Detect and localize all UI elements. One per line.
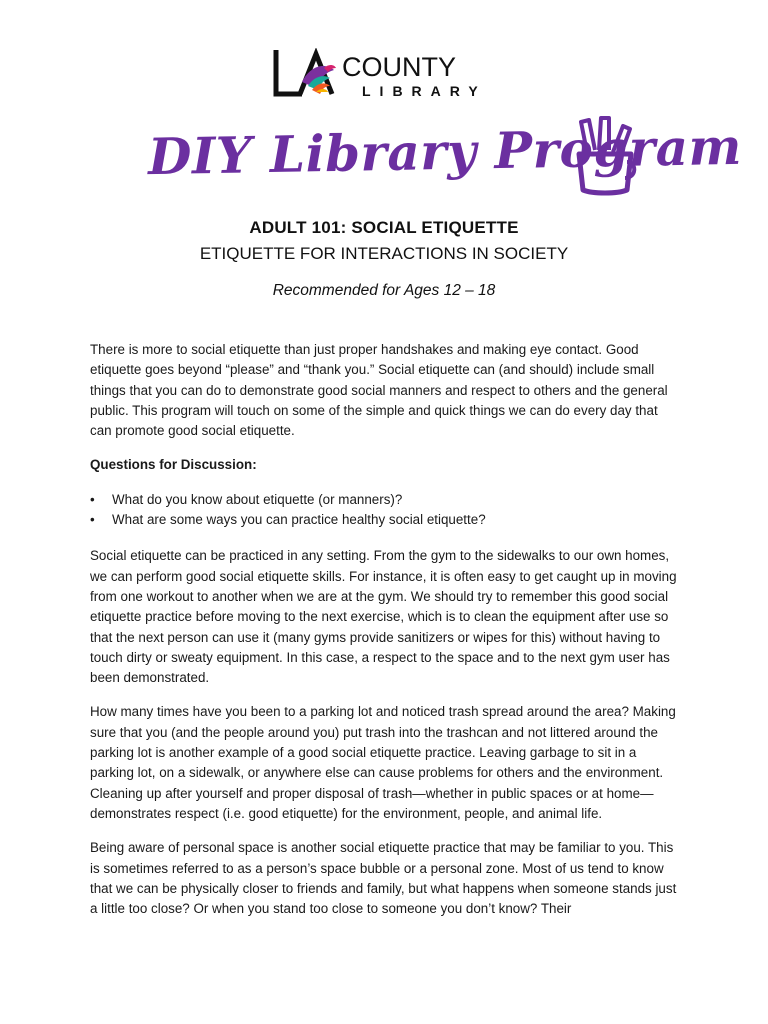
bullet-icon: • — [90, 512, 95, 528]
gym-etiquette-paragraph: Social etiquette can be practiced in any setting. From the gym to the sidewalks to our own homes, we can perform good social etiquette skills. For instance, it is often easy to get caught up in moving from one workout to another when we are at the gym. We should try to remember this good social etiquette practice before moving to the next exercise, which is to clean the equipment after use so that the next person can use it (many gyms provide sanitizers or wipes for this) without having to touch dirty or sweaty equipment. In this case, a respect to the space and to the next gym user has been demonstrated. — [90, 548, 677, 686]
pencil-cup-icon — [573, 116, 637, 196]
discussion-heading: Questions for Discussion: — [90, 457, 257, 473]
library-logo-icon — [272, 48, 494, 100]
personal-space-paragraph: Being aware of personal space is another social etiquette practice that may be familiar to you. This is sometimes referred to as a person’s space bubble or a personal zone. Most of us tend to know that we can be physically closer to friends and family, but what happens when someone stands just a little too close? Or when you stand too close to someone you don’t know? Their — [90, 840, 677, 917]
document-header — [0, 218, 768, 300]
bullet-icon: • — [90, 491, 95, 507]
question-text: What do you know about etiquette (or manners)? — [112, 491, 403, 507]
document-body — [90, 340, 680, 933]
diy-program-banner — [147, 116, 743, 196]
list-item — [90, 510, 680, 530]
banner-title: DIY Library Program — [147, 116, 743, 187]
discussion-questions-list — [90, 490, 680, 531]
trash-etiquette-paragraph: How many times have you been to a parking lot and noticed trash spread around the area? Making sure that you (and the people around you) put trash into the trashcan and not littered around the parking lot is another example of a good social etiquette practice. Leaving garbage to sit in a parking lot, on a sidewalk, or anywhere else can cause problems for others and the environment. Cleaning up after yourself and proper disposal of trash—whether in public spaces or at home—demonstrates respect (i.e. good etiquette) for the environment, people, and animal life. — [90, 704, 676, 821]
la-county-library-logo — [272, 48, 494, 100]
list-item — [90, 490, 680, 510]
document-subtitle: ETIQUETTE FOR INTERACTIONS IN SOCIETY — [199, 244, 569, 263]
question-text: What are some ways you can practice healthy social etiquette? — [112, 512, 486, 528]
document-title: ADULT 101: SOCIAL ETIQUETTE — [249, 218, 519, 237]
age-recommendation: Recommended for Ages 12 – 18 — [272, 282, 496, 299]
logo-county-text: COUNTY — [342, 52, 456, 82]
intro-paragraph: There is more to social etiquette than just proper handshakes and making eye contact. Good etiquette goes beyond “please” and “thank you.” Social etiquette can (and should) include small things that you can do to demonstrate good social manners and respect to others and the general public. This program will touch on some of the simple and quick things we can do every day that can promote good social etiquette. — [90, 342, 668, 439]
logo-library-text: LIBRARY — [362, 83, 487, 99]
